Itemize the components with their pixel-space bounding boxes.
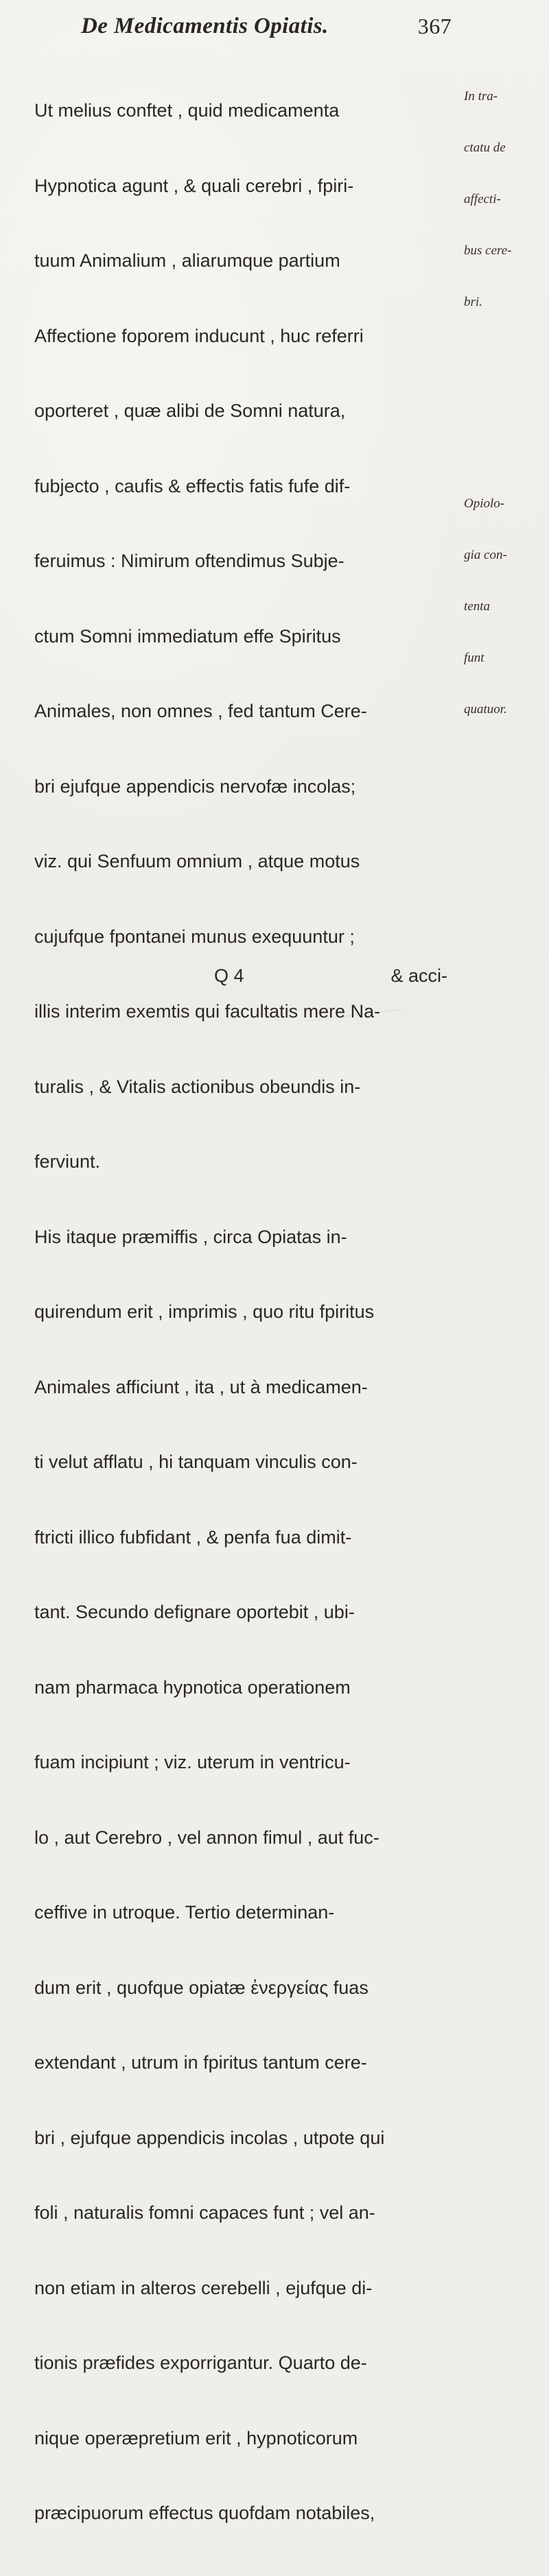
margin-note-reference [464,53,549,345]
text-line: tant. Secundo defignare oportebit , ubi- [34,1602,355,1622]
text-line: Affectione foporem inducunt , huc referri [34,325,364,346]
text-line: foli , naturalis fomni capaces funt ; vel an- [34,2202,375,2223]
text-line: ceffive in utroque. Tertio determinan- [34,1902,335,1923]
text-line: feruimus : Nimirum oftendimus Subje- [34,551,344,571]
text-line: extendant , utrum in fpiritus tantum cere- [34,2052,367,2073]
page-number: 367 [417,14,452,38]
text-line: tionis præfides exporrigantur. Quarto de- [34,2352,367,2373]
text-line: ftricti illico fubfidant , & penfa fua dimit- [34,1526,352,1548]
running-head [81,14,452,44]
margin-note-line: ctatu de [464,141,506,155]
text-line: Animales, non omnes , fed tantum Cere- [34,701,367,721]
text-line: viz. qui Senfuum omnium , atque motus [34,851,360,871]
margin-note-line: In tra- [464,89,498,104]
margin-note-line: affecti- [464,192,501,206]
text-line: bri , ejufque appendicis incolas , utpote qui [34,2127,385,2148]
text-line: oporteret , quæ alibi de Somni natura, [34,400,346,421]
margin-note-line: funt [464,651,484,665]
margin-note-line: bri. [464,295,482,309]
text-line: fuam incipiunt ; viz. uterum in ventricu- [34,1752,351,1772]
text-line: ferviunt. [34,1151,101,1172]
text-line: tuum Animalium , aliarumque partium [34,250,340,271]
text-line: illis interim exemtis qui facultatis mere Na- [34,1001,381,1022]
text-line: præcipuorum effectus quofdam notabiles, [34,2503,375,2523]
text-line: non etiam in alteros cerebelli , ejufque di- [34,2277,373,2298]
text-line: Ut melius conftet , quid medicamenta [34,100,340,121]
margin-note-line: Opiolo- [464,496,505,511]
text-line: lo , aut Cerebro , vel annon fimul , aut fuc- [34,1827,379,1848]
text-line: bri ejufque appendicis nervofæ incolas; [34,775,356,797]
signature-mark: Q 4 [214,965,244,986]
text-line: ti velut afflatu , hi tanquam vinculis con- [34,1452,358,1472]
text-line: His itaque præmiffis , circa Opiatas in- [34,1226,347,1247]
page-footer [214,965,447,991]
catchword: & acci- [390,965,447,986]
text-line: fubjecto , caufis & effectis fatis fufe dif- [34,475,351,496]
margin-note-line: gia con- [464,548,507,562]
text-line: nam pharmaca hypnotica operationem [34,1676,351,1698]
text-line: dum erit , quofque opiatæ ἐνεργείας fuas [34,1977,369,1998]
text-line: quirendum erit , imprimis , quo ritu fpiritus [34,1301,375,1322]
text-line: ctum Somni immediatum effe Spiritus [34,625,341,647]
text-line: nique operæpretium erit , hypnoticorum [34,2427,358,2448]
main-text-block [34,48,449,2576]
text-line: turalis , & Vitalis actionibus obeundis in- [34,1076,361,1097]
margin-note-opiologia [464,461,549,752]
running-title: De Medicamentis Opiatis. [81,14,329,38]
text-line: cujufque fpontanei munus exequuntur ; [34,926,355,947]
margin-note-line: quatuor. [464,702,507,717]
text-line: Animales afficiunt , ita , ut à medicamen- [34,1376,368,1397]
margin-note-line: tenta [464,599,490,614]
text-line: Hypnotica agunt , & quali cerebri , fpiri- [34,175,354,196]
margin-note-line: bus cere- [464,243,512,258]
